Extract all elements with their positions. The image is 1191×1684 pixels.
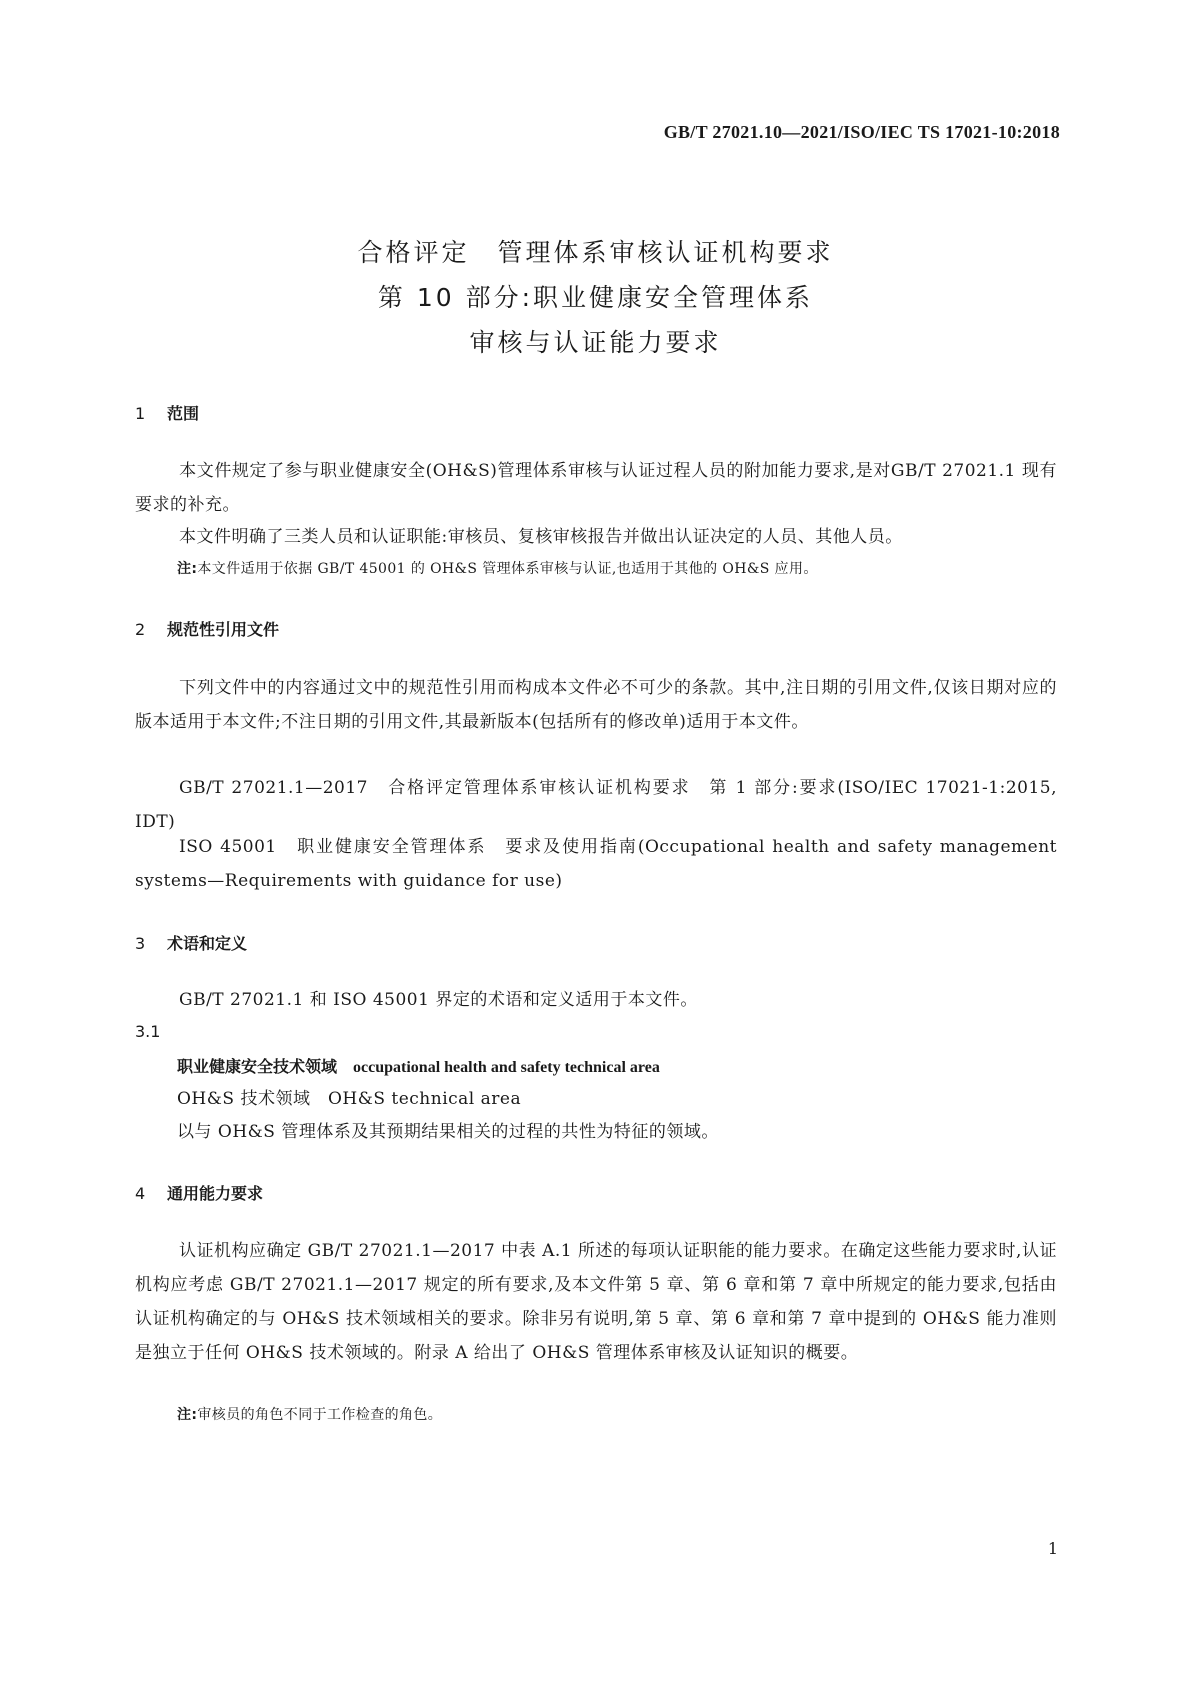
section-1-heading [135, 401, 199, 424]
normative-reference-1: GB/T 27021.1—2017 合格评定管理体系审核认证机构要求 第 1 部分:要求(ISO/IEC 17021-1:2015, IDT) [135, 778, 1057, 832]
section-2-paragraph-1: 下列文件中的内容通过文中的规范性引用而构成本文件必不可少的条款。其中,注日期的引用文件,仅该日期对应的版本适用于本文件;不注日期的引用文件,其最新版本(包括所有的修改单)适用于本文件。 [135, 678, 1057, 732]
section-1-paragraph-1: 本文件规定了参与职业健康安全(OH&S)管理体系审核与认证过程人员的附加能力要求,是对GB/T 27021.1 现有要求的补充。 [135, 461, 1057, 515]
normative-reference-2: ISO 45001 职业健康安全管理体系 要求及使用指南(Occupational health and safety management systems—Requirements with guidance for use) [135, 837, 1057, 891]
section-4-heading [135, 1181, 263, 1204]
title-line-1: 合格评定 管理体系审核认证机构要求 [357, 238, 834, 267]
page-number: 1 [1047, 1539, 1058, 1558]
section-number: 4 [135, 1184, 146, 1203]
section-3-paragraph-1: GB/T 27021.1 和 ISO 45001 界定的术语和定义适用于本文件。 [179, 990, 698, 1010]
section-title: 范围 [167, 404, 200, 423]
term-definition: 以与 OH&S 管理体系及其预期结果相关的过程的共性为特征的领域。 [177, 1122, 719, 1142]
note-label: 注: [177, 561, 198, 577]
section-4-note: 注:审核员的角色不同于工作检查的角色。 [177, 1407, 443, 1423]
term-preferred-en: occupational health and safety technical area [353, 1059, 660, 1076]
section-1-paragraph-2: 本文件明确了三类人员和认证职能:审核员、复核审核报告并做出认证决定的人员、其他人员。 [179, 527, 903, 547]
section-title: 通用能力要求 [167, 1184, 264, 1203]
section-number: 1 [135, 404, 146, 423]
section-4-paragraph-1: 认证机构应确定 GB/T 27021.1—2017 中表 A.1 所述的每项认证职能的能力要求。在确定这些能力要求时,认证机构应考虑 GB/T 27021.1—2017 规定的所有要求,及本文件第 5 章、第 6 章和第 7 章中所规定的能力要求,包括由认证机构确定的与 OH&S 技术领域相关的要求。除非另有说明,第 5 章、第 6 章和第 7 章中提到的 OH&S 能力准则是独立于任何 OH&S 技术领域的。附录 A 给出了 OH&S 管理体系审核及认证知识的概要。 [135, 1241, 1057, 1363]
title-line-2: 第 10 部分:职业健康安全管理体系 [377, 283, 814, 312]
note-label: 注: [177, 1407, 198, 1423]
term-admitted: OH&S 技术领域 OH&S technical area [177, 1089, 522, 1109]
section-number: 3 [135, 934, 146, 953]
standard-code: GB/T 27021.10—2021/ISO/IEC TS 17021-10:2018 [663, 122, 1060, 142]
term-number: 3.1 [135, 1022, 161, 1041]
section-number: 2 [135, 620, 146, 639]
section-title: 术语和定义 [167, 934, 248, 953]
section-2-heading [135, 617, 279, 640]
term-preferred-zh: 职业健康安全技术领域 [177, 1057, 338, 1076]
section-1-note: 注:本文件适用于依据 GB/T 45001 的 OH&S 管理体系审核与认证,也适用于其他的 OH&S 应用。 [177, 561, 818, 577]
section-title: 规范性引用文件 [167, 620, 280, 639]
title-line-3: 审核与认证能力要求 [469, 328, 722, 357]
section-3-heading [135, 931, 247, 954]
term-entry [177, 1054, 660, 1077]
